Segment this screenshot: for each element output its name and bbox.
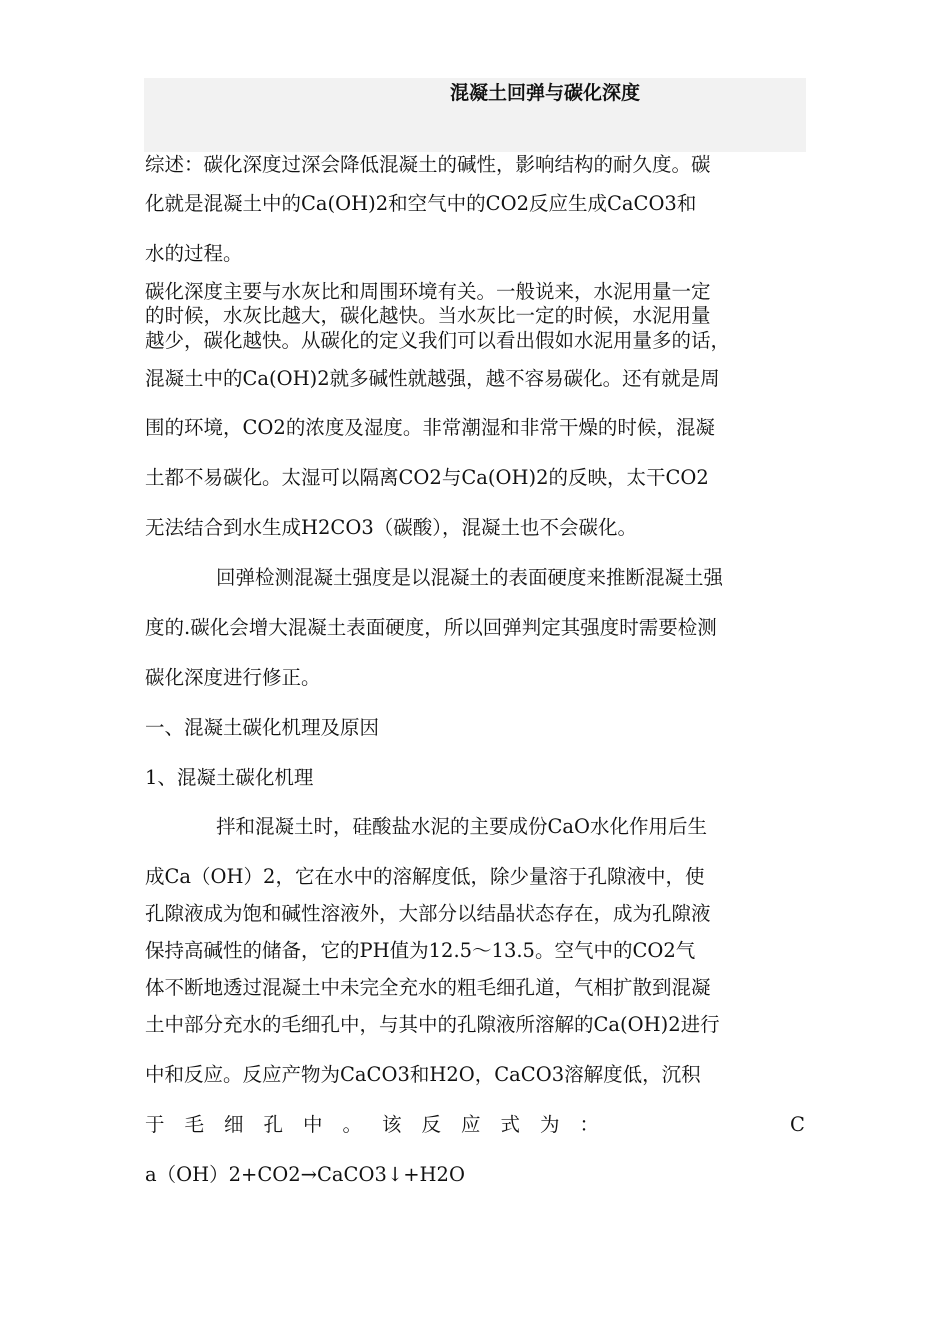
text-line: 度的.碳化会增大混凝土表面硬度，所以回弹判定其强度时需要检测 [145, 616, 717, 639]
text-line: 的时候，水灰比越大，碳化越快。当水灰比一定的时候，水泥用量 [145, 304, 711, 327]
subsection-heading: 1、混凝土碳化机理 [145, 766, 314, 789]
text-line: C [790, 1113, 805, 1136]
section-heading: 一、混凝土碳化机理及原因 [145, 716, 380, 739]
text-line: 无法结合到水生成H2CO3（碳酸），混凝土也不会碳化。 [145, 516, 637, 539]
reaction-formula: a（OH）2+CO2→CaCO3↓+H2O [145, 1163, 465, 1186]
text-line: 于毛细孔中。该反应式为： [145, 1113, 620, 1136]
text-line: 混凝土中的Ca(OH)2就多碱性就越强，越不容易碳化。还有就是周 [145, 367, 720, 390]
text-line: 保持高碱性的储备，它的PH值为12.5～13.5。空气中的CO2气 [145, 939, 696, 962]
text-line: 土中部分充水的毛细孔中，与其中的孔隙液所溶解的Ca(OH)2进行 [145, 1013, 720, 1036]
text-line: 越少，碳化越快。从碳化的定义我们可以看出假如水泥用量多的话， [145, 329, 731, 352]
text-line: 拌和混凝土时，硅酸盐水泥的主要成份CaO水化作用后生 [216, 815, 708, 838]
text-line: 成Ca（OH）2，它在水中的溶解度低，除少量溶于孔隙液中，使 [145, 865, 705, 888]
text-line: 碳化深度主要与水灰比和周围环境有关。一般说来，水泥用量一定 [145, 280, 711, 303]
text-line: 碳化深度进行修正。 [145, 666, 321, 689]
text-line: 中和反应。反应产物为CaCO3和H2O，CaCO3溶解度低，沉积 [145, 1063, 701, 1086]
text-line: 围的环境，CO2的浓度及湿度。非常潮湿和非常干燥的时候，混凝 [145, 416, 715, 439]
text-line: 水的过程。 [145, 242, 243, 265]
text-line: 孔隙液成为饱和碱性溶液外，大部分以结晶状态存在，成为孔隙液 [145, 902, 711, 925]
document-title: 混凝土回弹与碳化深度 [450, 82, 641, 104]
text-line: 回弹检测混凝土强度是以混凝土的表面硬度来推断混凝土强 [216, 566, 724, 589]
text-line: 体不断地透过混凝土中未完全充水的粗毛细孔道，气相扩散到混凝 [145, 976, 711, 999]
text-line: 化就是混凝土中的Ca(OH)2和空气中的CO2反应生成CaCO3和 [145, 192, 697, 215]
text-line: 土都不易碳化。太湿可以隔离CO2与Ca(OH)2的反映，太干CO2 [145, 466, 709, 489]
text-line: 综述：碳化深度过深会降低混凝土的碱性，影响结构的耐久度。碳 [145, 153, 711, 176]
